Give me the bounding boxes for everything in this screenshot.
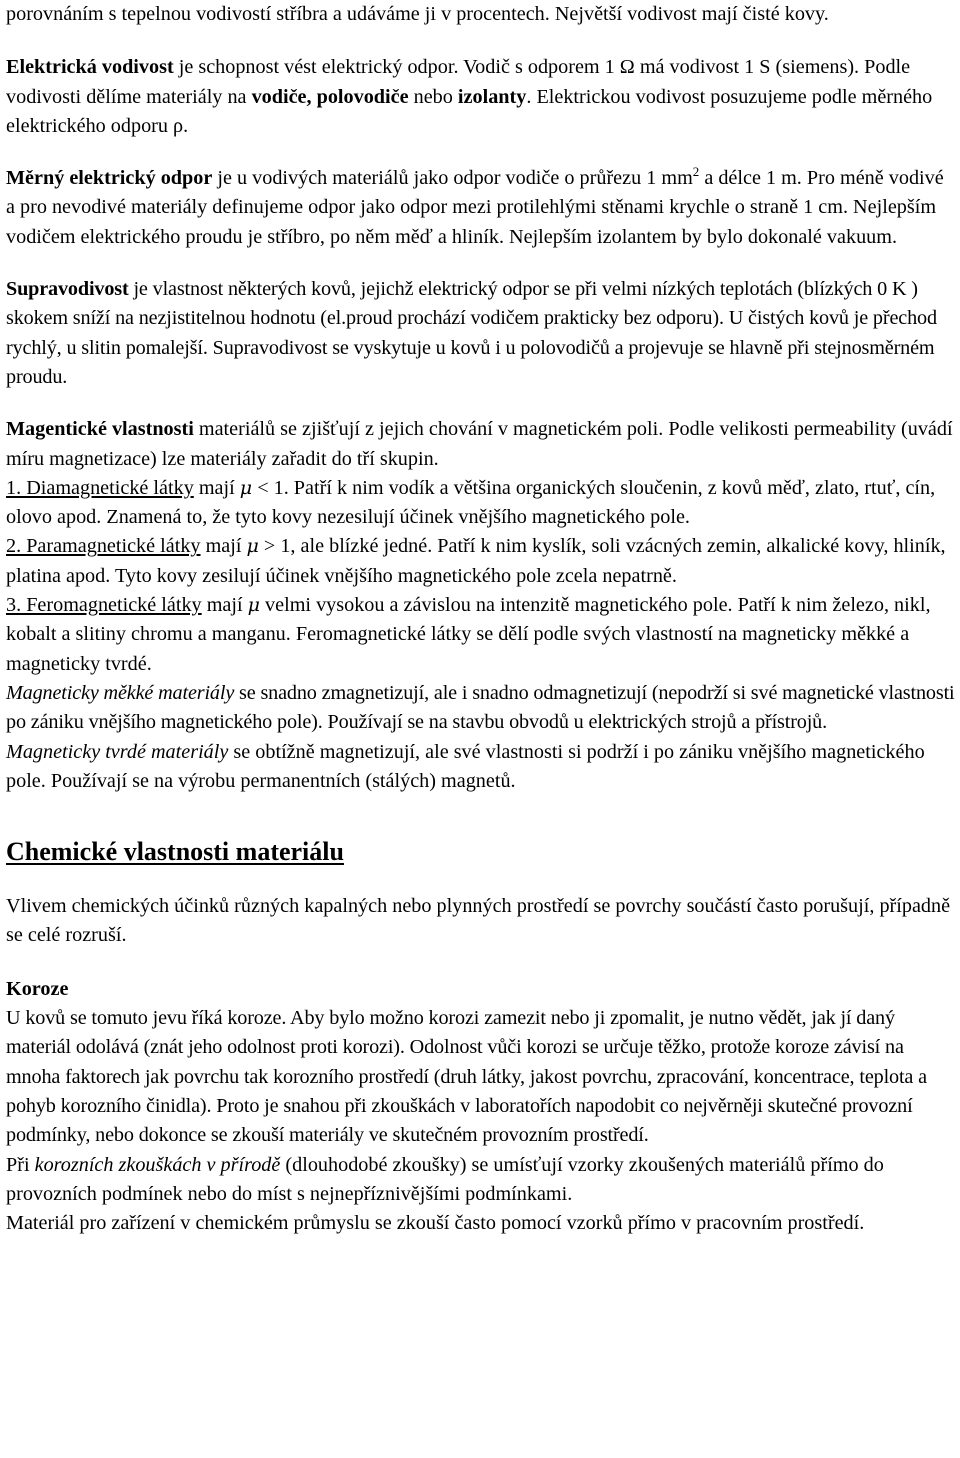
text-span: materiálů se zjišťují z jejich chování v magnetickém poli. Podle velikosti permeability (uvádí míru magnetizace) lze materiály zařadit do tří skupin.	[6, 418, 953, 470]
text-span: se obtížně magnetizují, ale své vlastnosti si podrží i po zániku vnějšího magnetického pole. Používají se na výrobu permanentních (stálých) magnetů.	[6, 740, 925, 792]
corrosion-heading: Koroze	[6, 977, 69, 1000]
paramagnetic-label: 2. Paramagnetické látky	[6, 535, 201, 558]
text-span: se snadno zmagnetizují, ale i snadno odmagnetizují (nepodrží si své magnetické vlastnosti po zániku vnějšího magnetického pole). Používají se na stavbu obvodů u elektrických strojů a přístrojů.	[6, 681, 955, 734]
diamagnetic-label: 1. Diamagnetické látky	[6, 476, 194, 499]
text-span: mají	[200, 535, 247, 558]
resistivity-paragraph	[6, 164, 956, 252]
nature-tests-paragraph	[6, 1151, 956, 1210]
diamagnetic-paragraph	[6, 474, 956, 533]
ferromagnetic-paragraph	[6, 591, 956, 679]
text-span: . Elektrickou vodivost posuzujeme podle měrného elektrického odporu ρ.	[6, 85, 933, 137]
superscript: 2	[692, 164, 700, 180]
magnetic-properties-paragraph	[6, 415, 956, 474]
conductivity-paragraph	[6, 53, 956, 141]
text-span: nebo	[408, 85, 458, 108]
intro-paragraph: porovnáním s tepelnou vodivostí stříbra a udáváme ji v procentech. Největší vodivost mají čisté kovy.	[6, 3, 829, 25]
text-span: je schopnost vést elektrický odpor. Vodič s odporem 1 Ω má vodivost 1 S (siemens). Podle vodivosti dělíme materiály na	[6, 56, 911, 108]
conductor-types: vodiče, polovodiče	[251, 85, 409, 108]
section-heading: Chemické vlastnosti materiálu	[6, 837, 344, 867]
superconductivity-paragraph	[6, 275, 956, 392]
mu-symbol: μ	[247, 594, 260, 617]
chemical-intro-paragraph: Vlivem chemických účinků různých kapalných nebo plynných prostředí se povrchy součástí často porušují, případně se celé rozruší.	[6, 895, 951, 947]
mu-symbol: μ	[239, 476, 253, 499]
text-span: a délce 1 m. Pro méně vodivé a pro nevodivé materiály definujeme odpor jako odpor mezi protilehlými stěnami krychle o straně 1 cm. Nejlepším vodičem elektrického proudu je stříbro, po něm měď a hliník. Nejlepším izolantem by bylo dokonalé vakuum.	[6, 167, 944, 248]
chemical-industry-paragraph: Materiál pro zařízení v chemickém průmyslu se zkouší často pomocí vzorků přímo v pracovním prostředí.	[6, 1212, 865, 1235]
conductivity-term: Elektrická vodivost	[6, 56, 174, 79]
hard-magnetic-paragraph	[6, 738, 956, 797]
mu-symbol: μ	[246, 535, 259, 558]
text-span: Při	[6, 1153, 35, 1176]
text-span: < 1. Patří k nim vodík a většina organických sloučenin, z kovů měď, zlato, rtuť, cín, olovo apod. Znamená to, že tyto kovy nezesilují účinek vnějšího magnetického pole.	[6, 476, 936, 529]
text-span: je vlastnost některých kovů, jejichž elektrický odpor se při velmi nízkých teplotách (blízkých 0 K ) skokem sníží na nezjistitelnou hodnotu (el.proud prochází vodičem prakticky bez odporu). U čistých kovů je přechod rychlý, u slitin pomalejší. Supravodivost se vyskytuje u kovů i u polovodičů a projevuje se hlavně při stejnosměrném proudu.	[6, 278, 937, 388]
text-span: je u vodivých materiálů jako odpor vodiče o průřezu 1 mm	[212, 167, 693, 190]
ferromagnetic-label: 3. Feromagnetické látky	[6, 594, 202, 617]
text-span: > 1, ale blízké jedné. Patří k nim kyslík, soli vzácných zemin, alkalické kovy, hliník, platina apod. Tyto kovy zesilují účinek vnějšího magnetického pole zcela nepatrně.	[6, 535, 946, 587]
resistivity-term: Měrný elektrický odpor	[6, 167, 213, 190]
soft-magnetic-paragraph	[6, 679, 956, 738]
paramagnetic-paragraph	[6, 532, 956, 591]
superconductivity-term: Supravodivost	[6, 278, 129, 301]
hard-magnetic-term: Magneticky tvrdé materiály	[6, 740, 229, 763]
text-span: velmi vysokou a závislou na intenzitě magnetického pole. Patří k nim železo, nikl, kobalt a slitiny chromu a manganu. Feromagnetické látky se dělí podle svých vlastností na magneticky měkké a magneticky tvrdé.	[6, 594, 931, 675]
insulators-term: izolanty	[457, 85, 527, 108]
soft-magnetic-term: Magneticky měkké materiály	[6, 681, 235, 704]
text-span: mají	[193, 476, 240, 499]
text-span: mají	[201, 594, 248, 617]
text-span: (dlouhodobé zkoušky) se umísťují vzorky zkoušených materiálů přímo do provozních podmínek nebo do míst s nejnepříznivějšími podmínkami.	[6, 1153, 884, 1205]
corrosion-paragraph: U kovů se tomuto jevu říká koroze. Aby bylo možno korozi zamezit nebo ji zpomalit, je nutno vědět, jak jí daný materiál odolává (znát jeho odolnost proti korozi). Odolnost vůči korozi se určuje těžko, protože koroze závisí na mnoha faktorech jak povrchu tak korozního prostředí (druh látky, jakost povrchu, zpracování, koncentrace, teplota a pohyb korozního činidla). Proto je snahou při zkouškách v laboratořích napodobit co nejvěrněji skutečné provozní podmínky, nebo dokonce se zkouší materiály ve skutečném provozním prostředí.	[6, 1007, 927, 1147]
nature-tests-term: korozních zkouškách v přírodě	[34, 1153, 281, 1176]
magnetic-properties-term: Magentické vlastnosti	[6, 418, 194, 441]
